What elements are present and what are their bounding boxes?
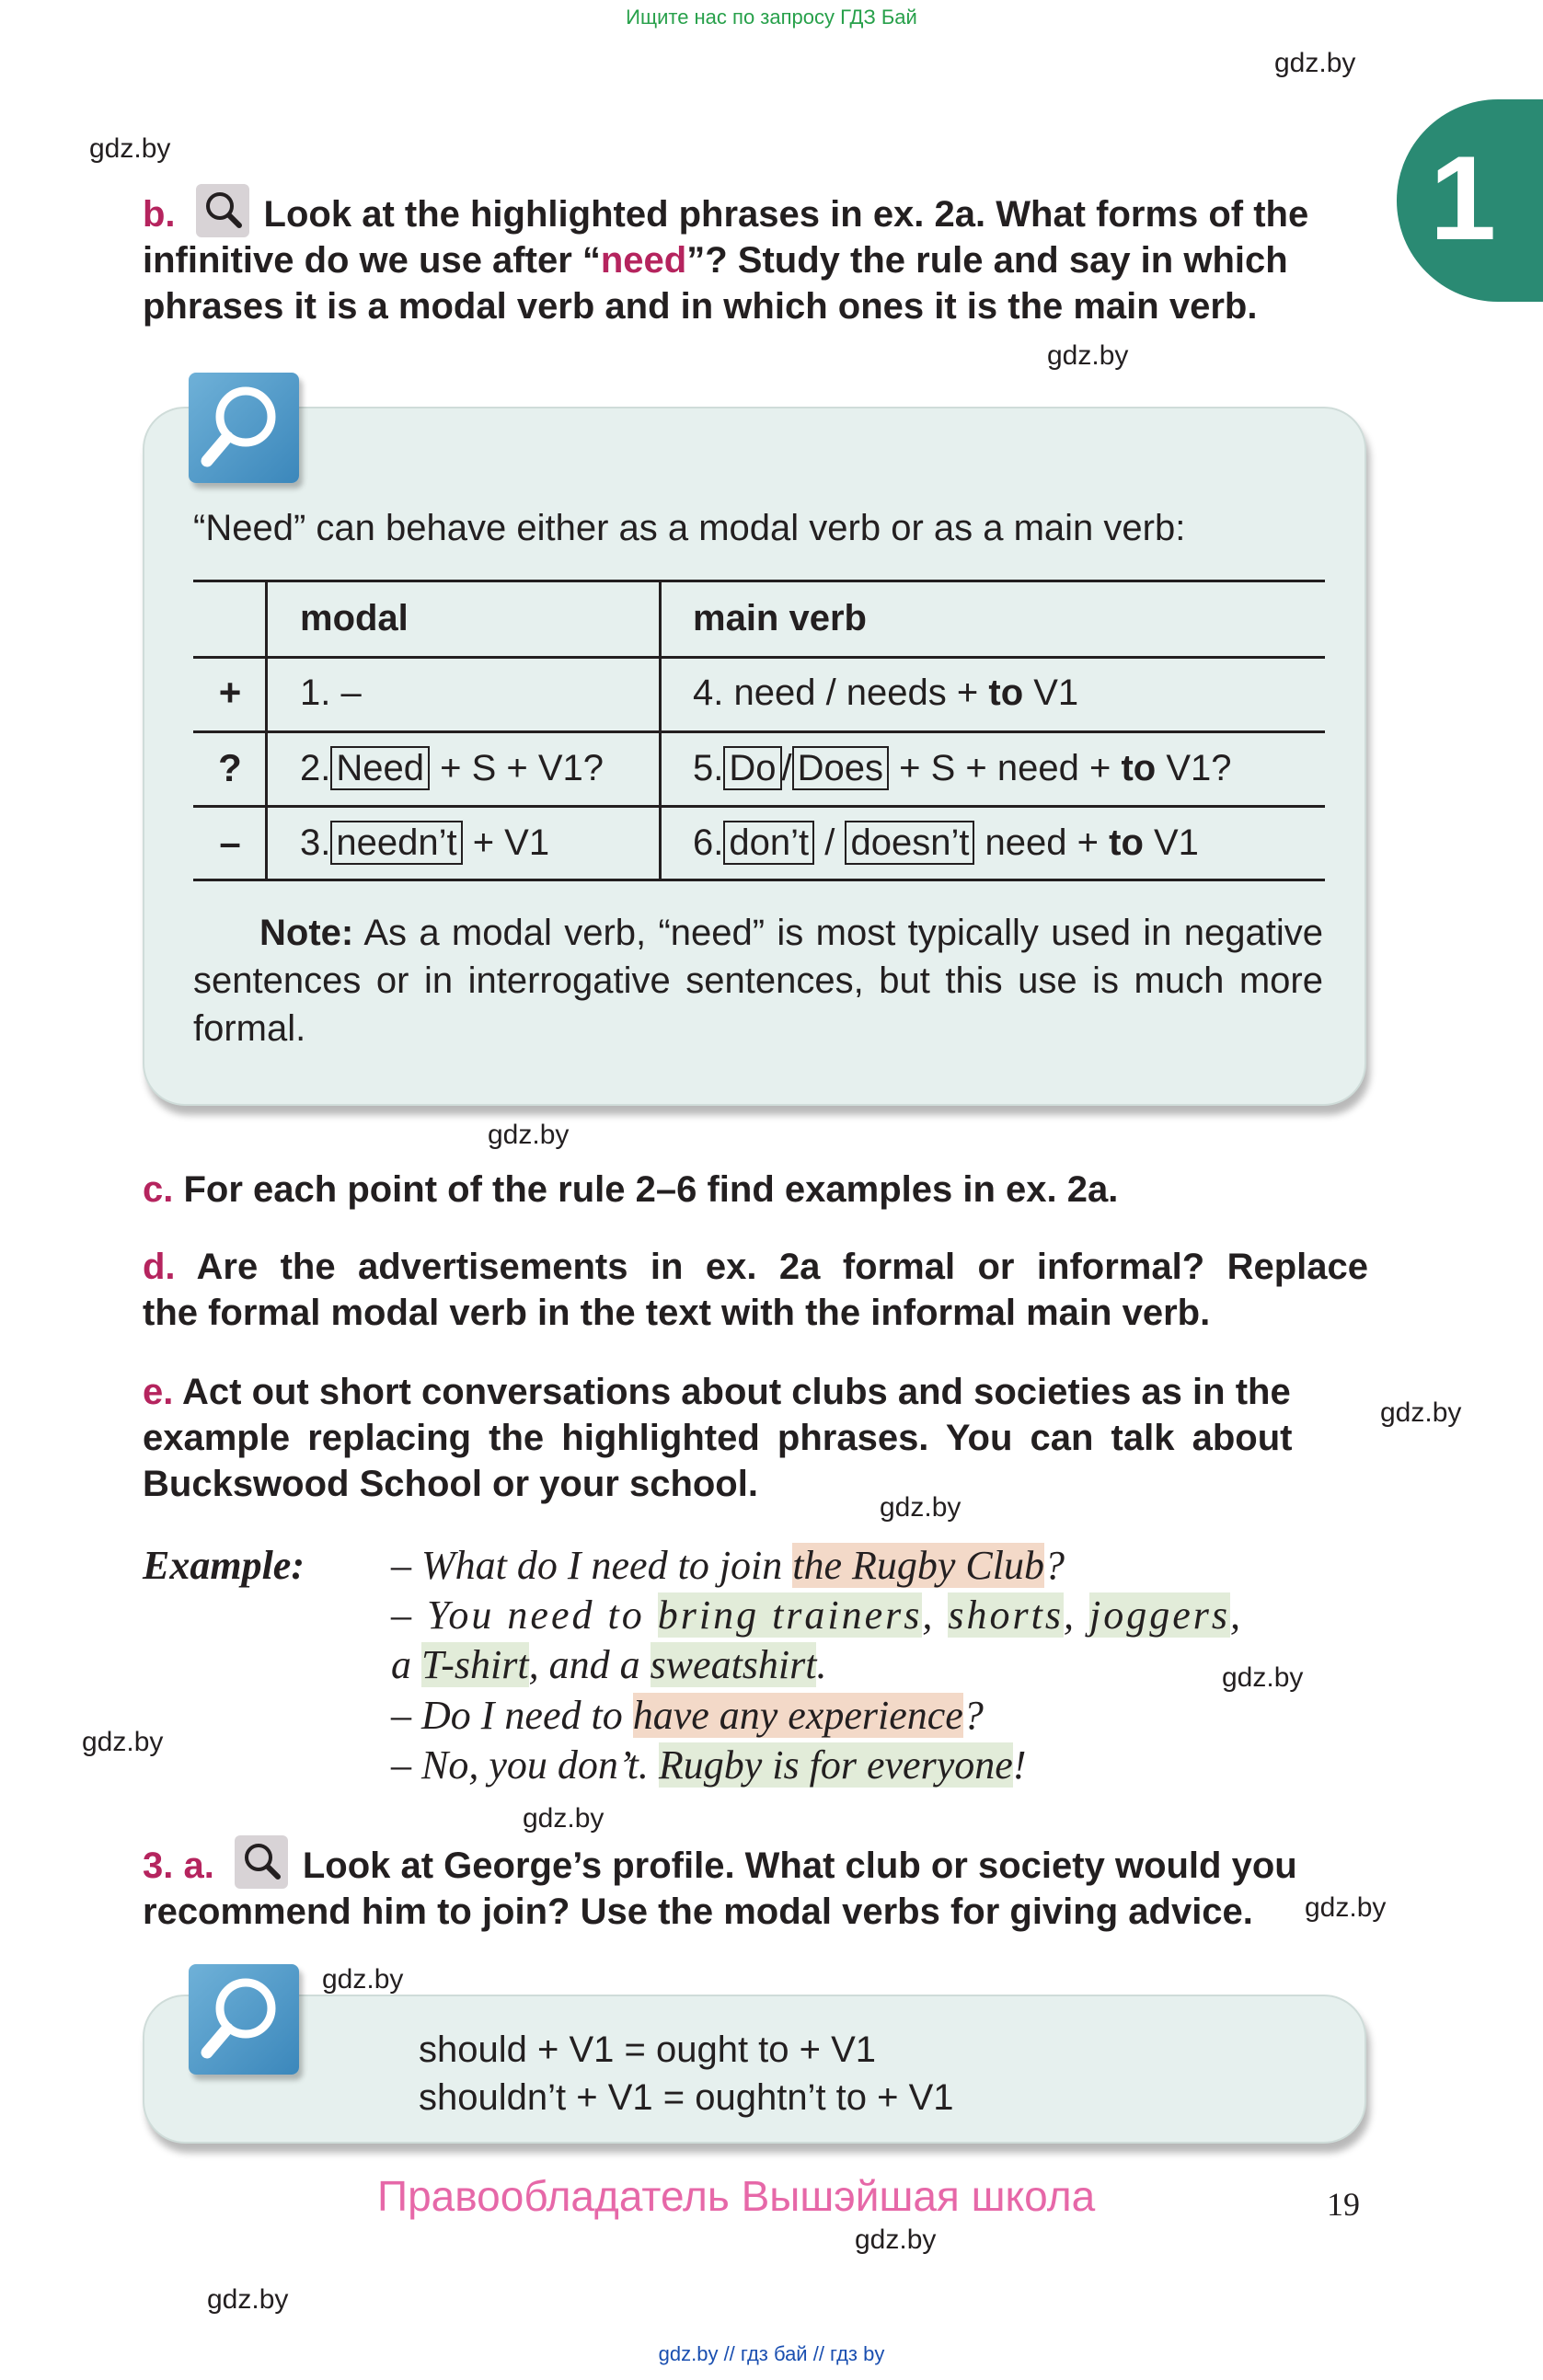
- rule-should-line1: should + V1 = ought to + V1: [419, 2029, 877, 2070]
- task-letter: d.: [143, 1247, 176, 1287]
- footer-links[interactable]: gdz.by // гдз бай // гдз by: [658, 2342, 885, 2365]
- watermark: gdz.by: [322, 1964, 404, 1995]
- row-symbol: –: [219, 821, 241, 864]
- task-e-line1: Act out short conversations about clubs and societies as in the: [182, 1372, 1291, 1412]
- watermark: gdz.by: [1222, 1662, 1304, 1693]
- table-rule: [193, 656, 1325, 659]
- watermark: gdz.by: [880, 1492, 961, 1523]
- task-3a-line1: Look at George’s profile. What club or society would you: [302, 1845, 1297, 1886]
- watermark: gdz.by: [855, 2225, 937, 2255]
- row-symbol: ?: [218, 746, 242, 789]
- main-cell: 4. need / needs + to V1: [693, 673, 1079, 713]
- task-3a: [143, 1835, 1368, 1935]
- modal-cell: 3. needn’t + V1: [300, 822, 550, 863]
- task-letter: c.: [143, 1169, 174, 1210]
- watermark: gdz.by: [1380, 1397, 1462, 1428]
- main-cell: 5. Do / Does + S + need + to V1?: [693, 748, 1232, 788]
- search-icon: [196, 184, 249, 237]
- row-symbol: +: [218, 671, 242, 714]
- example-label: Example:: [143, 1543, 305, 1588]
- task-d-line2: the formal modal verb in the text with the informal main verb.: [143, 1293, 1211, 1333]
- copyright-notice: Правообладатель Вышэйшая школа: [377, 2172, 1096, 2220]
- table-rule: [193, 805, 1325, 808]
- task-b-line2-end: ”? Study the rule and say in which: [686, 240, 1288, 281]
- task-c-text: For each point of the rule 2–6 find examples in ex. 2a.: [183, 1169, 1119, 1210]
- rule-note: Note: As a modal verb, “need” is most typically used in negative sentences or in interrogative sentences, but this use is much more formal.: [193, 913, 1323, 1049]
- watermark: gdz.by: [1305, 1892, 1387, 1923]
- example-line: a T-shirt, and a sweatshirt.: [391, 1642, 827, 1687]
- task-letter: b.: [143, 194, 176, 235]
- task-e-line3: Buckswood School or your school.: [143, 1464, 758, 1504]
- main-cell: 6. don’t / doesn’t need + to V1: [693, 822, 1199, 863]
- example-line: – What do I need to join the Rugby Club?: [391, 1543, 1065, 1588]
- task-d-line1: Are the advertisements in ex. 2a formal or informal? Replace: [196, 1247, 1368, 1287]
- task-b-line3: phrases it is a modal verb and in which ones it is the main verb.: [143, 286, 1258, 327]
- task-b-line2: infinitive do we use after “: [143, 240, 601, 281]
- rule-should-line2: shouldn’t + V1 = oughtn’t to + V1: [419, 2077, 954, 2118]
- task-b: [143, 184, 1368, 329]
- example-line: – Do I need to have any experience?: [391, 1693, 984, 1738]
- task-c: [143, 1167, 1368, 1213]
- magnifier-icon: [189, 373, 299, 483]
- search-icon: [235, 1835, 288, 1889]
- task-letter: e.: [143, 1372, 174, 1412]
- watermark: gdz.by: [488, 1120, 570, 1150]
- task-b-line1: Look at the highlighted phrases in ex. 2a. What forms of the: [263, 194, 1309, 235]
- task-d: [143, 1244, 1368, 1336]
- task-number: 3.: [143, 1845, 174, 1886]
- unit-number: 1: [1429, 131, 1497, 265]
- table-rule: [193, 879, 1325, 881]
- example-line: – No, you don’t. Rugby is for everyone!: [391, 1742, 1027, 1788]
- magnifier-icon: [189, 1964, 299, 2075]
- example-line: – You need to bring trainers, shorts, joggers,: [391, 1592, 1244, 1638]
- modal-cell: 2. Need + S + V1?: [300, 748, 605, 788]
- watermark: gdz.by: [207, 2284, 289, 2315]
- task-e: [143, 1369, 1368, 1507]
- watermark: gdz.by: [89, 133, 171, 164]
- table-divider: [659, 580, 662, 881]
- page-number: 19: [1327, 2186, 1360, 2223]
- rule-intro: “Need” can behave either as a modal verb or as a main verb:: [193, 508, 1186, 548]
- task-e-line2: example replacing the highlighted phrases. You can talk about: [143, 1418, 1293, 1458]
- modal-cell: 1. –: [300, 673, 362, 713]
- col-header-main-verb: main verb: [693, 598, 867, 638]
- need-word: need: [600, 240, 687, 281]
- table-rule: [193, 580, 1325, 582]
- watermark: gdz.by: [1274, 48, 1356, 78]
- watermark: gdz.by: [1047, 340, 1129, 371]
- col-header-modal: modal: [300, 598, 409, 638]
- top-banner[interactable]: Ищите нас по запросу ГДЗ Бай: [626, 6, 917, 29]
- watermark: gdz.by: [82, 1727, 164, 1757]
- watermark: gdz.by: [523, 1803, 605, 1834]
- task-3a-line2: recommend him to join? Use the modal verbs for giving advice.: [143, 1891, 1253, 1932]
- table-rule: [193, 730, 1325, 733]
- task-letter: a.: [183, 1845, 214, 1886]
